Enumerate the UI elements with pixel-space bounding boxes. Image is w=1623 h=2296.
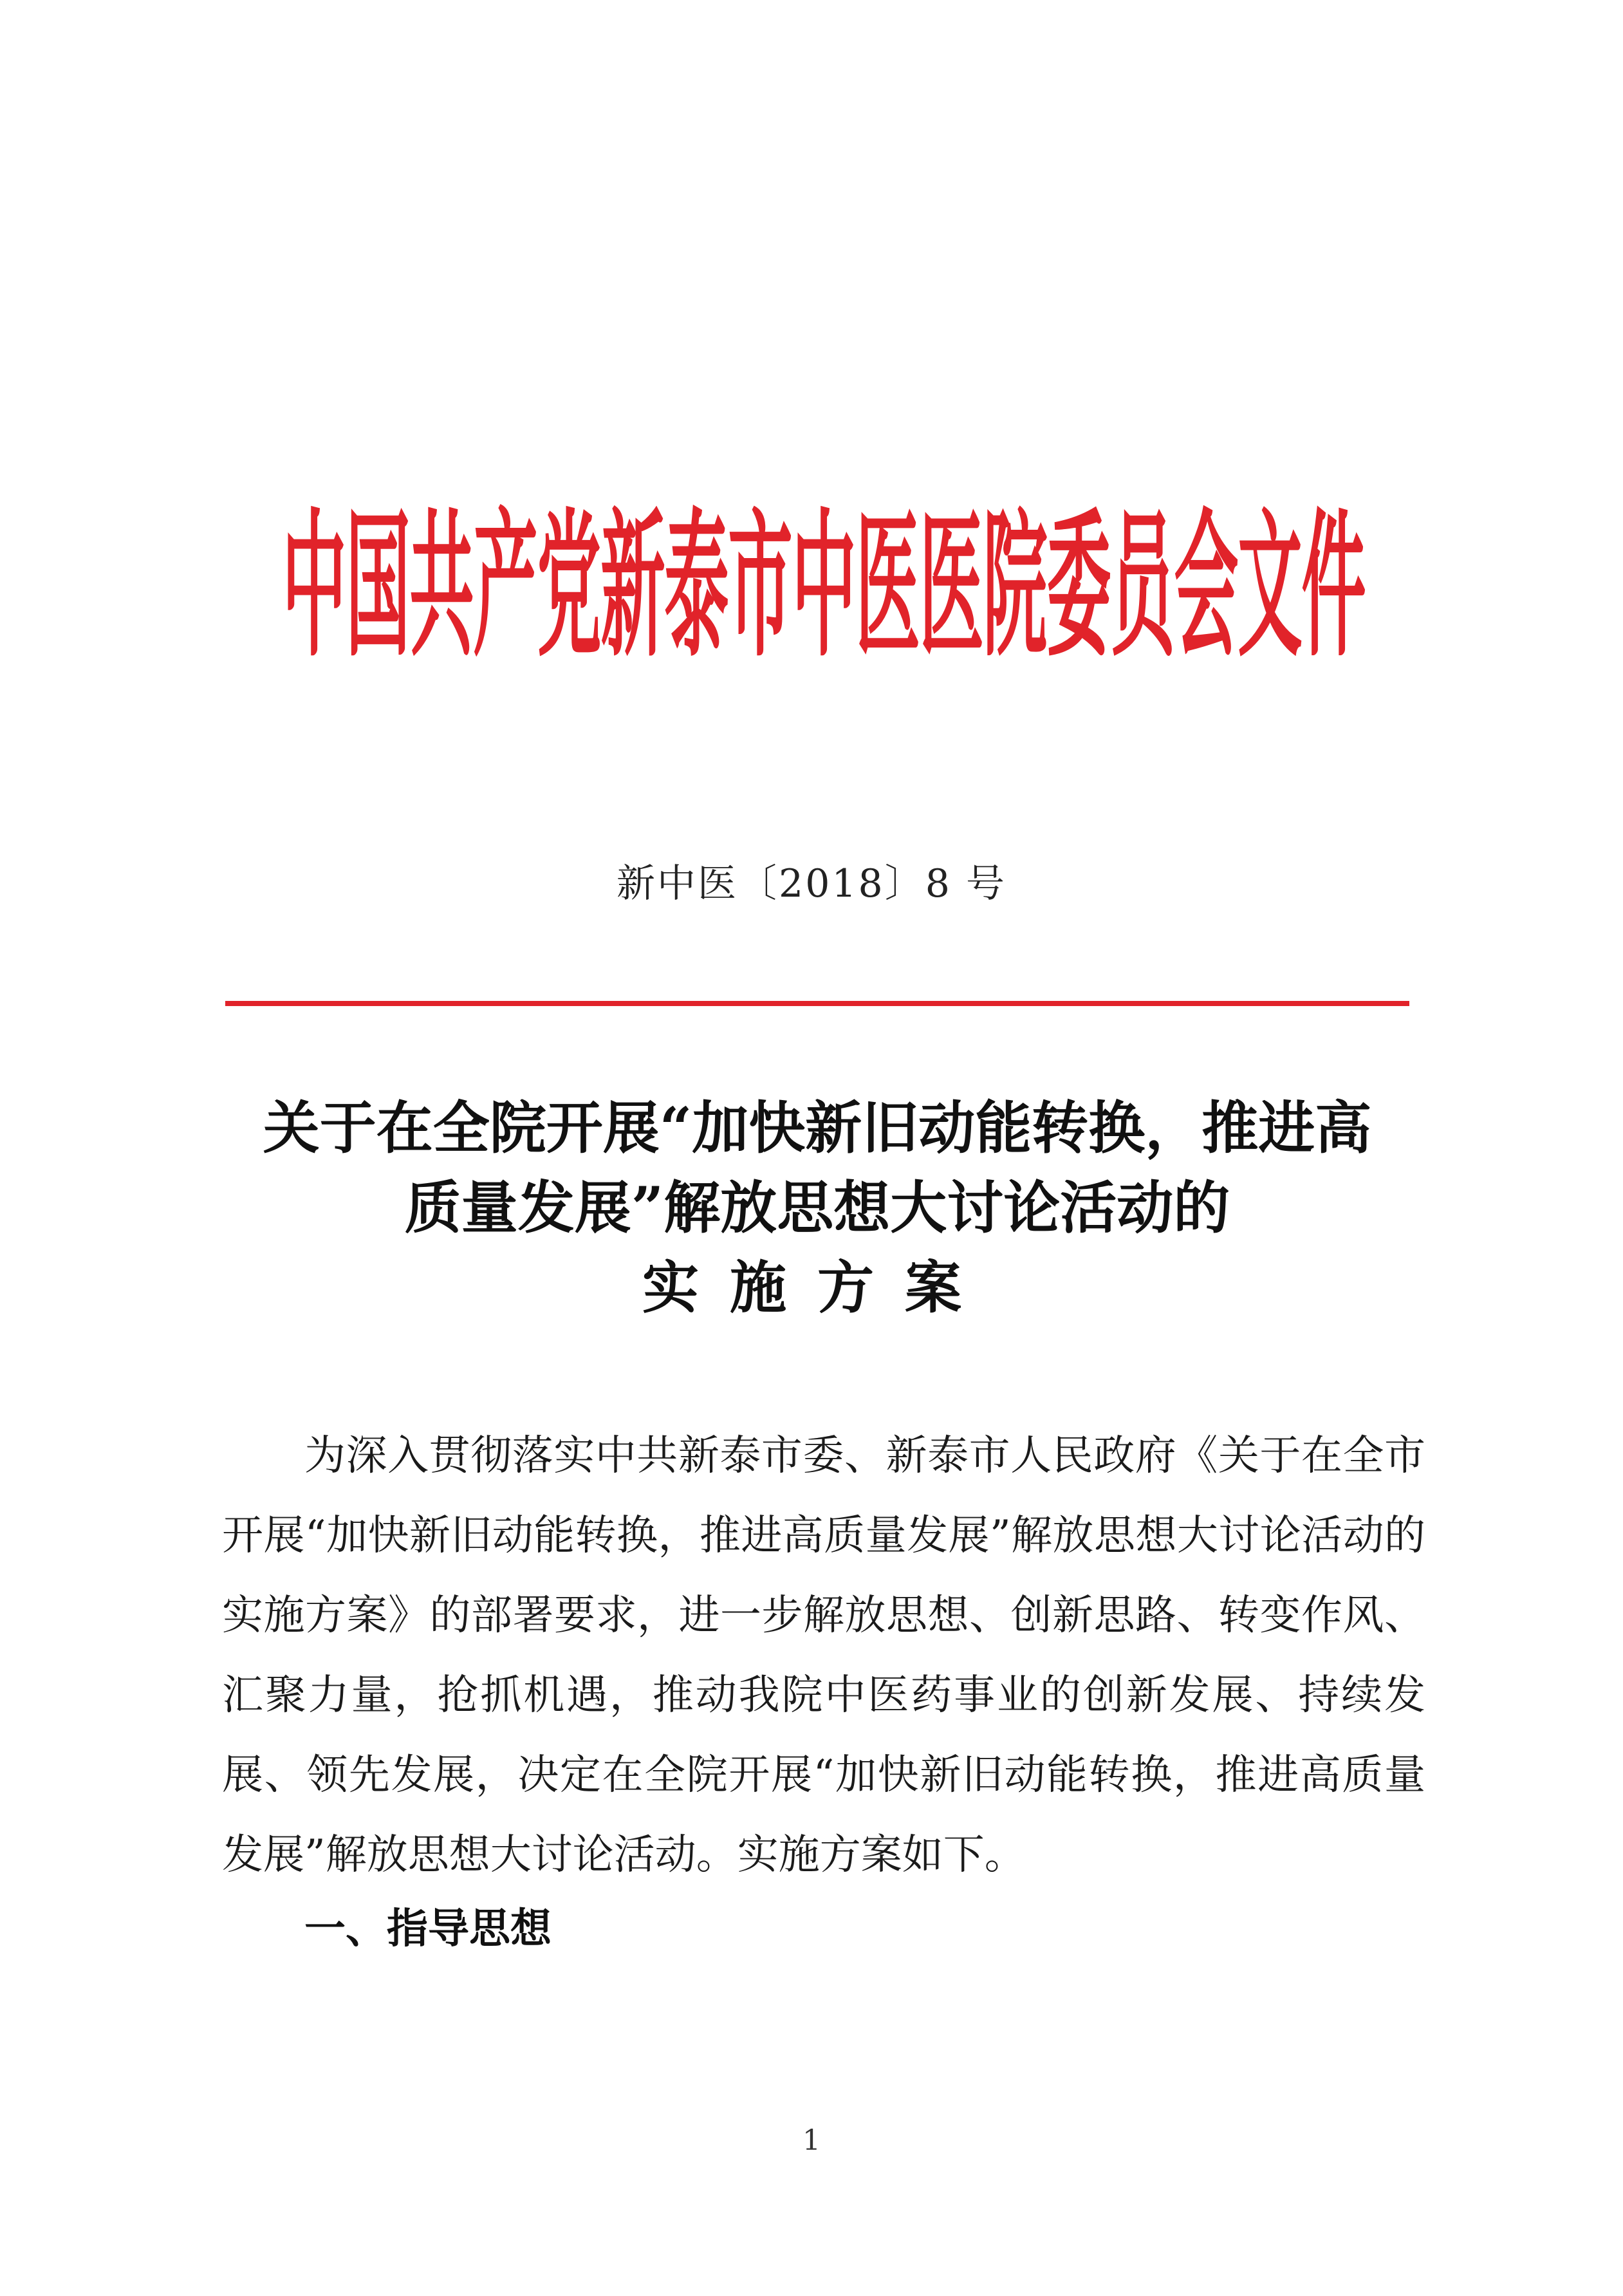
- section-heading: 一、指导思想: [304, 1905, 552, 1953]
- title-line-3: 实施方案: [642, 1254, 992, 1321]
- title-line-2: 质量发展”解放思想大讨论活动的: [404, 1174, 1230, 1241]
- red-header-org-title: 中国共产党新泰市中医医院委员会文件: [282, 494, 1366, 679]
- red-separator-rule: [225, 1001, 1409, 1006]
- document-title: [212, 1088, 1422, 1327]
- title-line-1: 关于在全院开展“加快新旧动能转换，推进高: [263, 1094, 1372, 1161]
- body-paragraph: 为深入贯彻落实中共新泰市委、新泰市人民政府《关于在全市开展“加快新旧动能转换，推进高质量发展”解放思想大讨论活动的实施方案》的部署要求，进一步解放思想、创新思路、转变作风、汇聚力量，抢抓机遇，推动我院中医药事业的创新发展、持续发展、领先发展，决定在全院开展“加快新旧动能转换，推进高质量发展”解放思想大讨论活动。实施方案如下。: [222, 1432, 1425, 1879]
- page-number: 1: [802, 2124, 821, 2157]
- document-number: 新中医〔2018〕8 号: [617, 861, 1006, 906]
